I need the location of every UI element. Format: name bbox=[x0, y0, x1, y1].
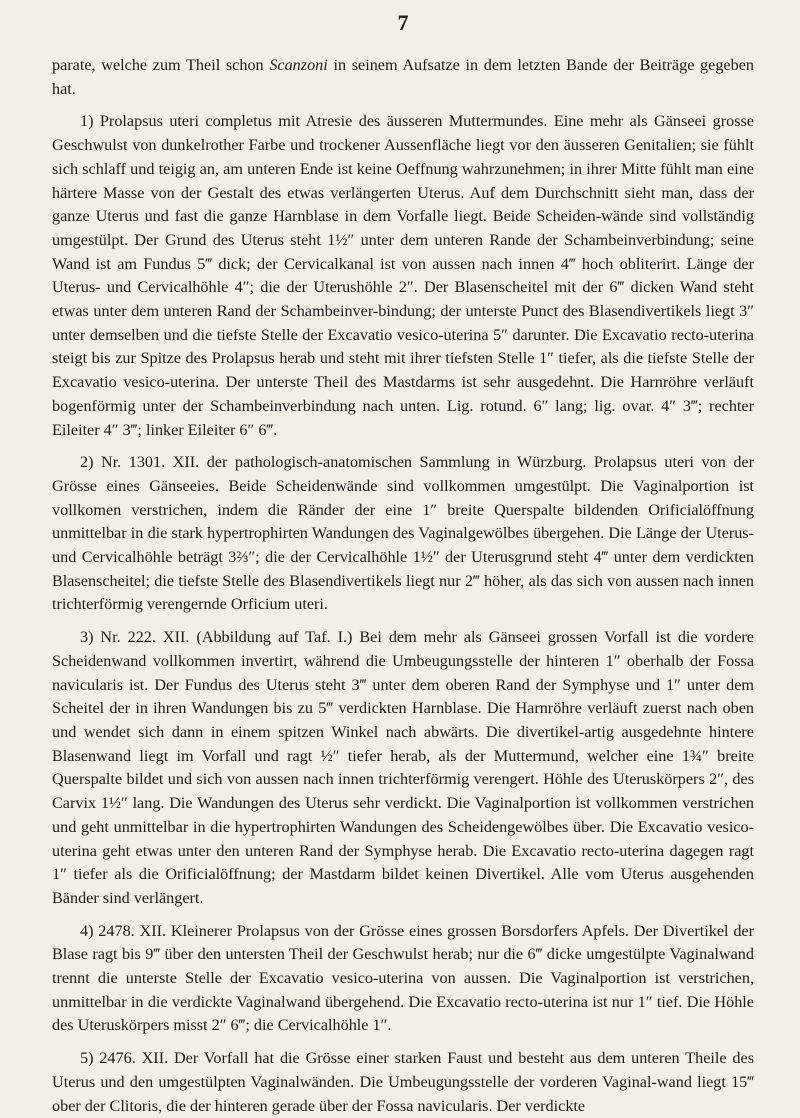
case-4-paragraph: 4) 2478. XII. Kleinerer Prolapsus von der Grösse eines grossen Borsdorfers Apfels. Der Divertikel der Blase ragt bis 9‴ über den untersten Theil der Geschwulst herab; nur die 6‴ dicke umgestülpte Vaginalwand trennt die unterste Stelle der Excavatio vesico-uterina von aussen. Die Vaginalportion ist verstrichen, unmittelbar in die verdickte Vaginalwand übergehend. Die Excavatio recto-uterina ist nur 1″ tief. Die Höhle des Uteruskörpers misst 2″ 6‴; die Cervicalhöhle 1″. bbox=[52, 921, 754, 1035]
case-5-paragraph: 5) 2476. XII. Der Vorfall hat die Grösse einer starken Faust und besteht aus dem unteren Theile des Uterus und den umgestülpten Vaginalwänden. Die Umbeugungsstelle der vorderen Vaginal-wand liegt 15‴ ober der Clitoris, die der hinteren gerade über der Fossa navicularis. Der verdickte bbox=[52, 1049, 754, 1115]
paragraph-continuation-text-start: parate, welche zum Theil schon bbox=[52, 56, 270, 74]
case-2-paragraph: 2) Nr. 1301. XII. der pathologisch-anatomischen Sammlung in Würzburg. Prolapsus uteri von der Grösse eines Gänseeies. Beide Scheidenwände sind vollkommen umgestülpt. Die Vaginalportion ist vollkomen verstrichen, indem die Ränder der eine 1″ breite Querspalte bildenden Orificialöffnung unmittelbar in die stark hypertrophirten Wandungen des Vaginalgewölbes übergehen. Die Länge der Uterus- und Cervicalhöhle beträgt 3⅔″; die der Cervicalhöhle 1½″ der Uterusgrund steht 4‴ unter dem verdickten Blasenscheitel; die tiefste Stelle des Blasendivertikels liegt nur 2‴ höher, als das sich von aussen nach innen trichterförmig verengernde Orficium uteri. bbox=[52, 453, 754, 614]
page-number: 7 bbox=[397, 10, 409, 35]
case-3-paragraph: 3) Nr. 222. XII. (Abbildung auf Taf. I.) Bei dem mehr als Gänseei grossen Vorfall ist die vordere Scheidenwand vollkommen invertirt, während die Umbeugungsstelle der hinteren 1″ oberhalb der Fossa navicularis ist. Der Fundus des Uterus steht 3‴ unter dem oberen Rand der Symphyse und 1″ unter dem Scheitel der in ihren Wandungen bis zu 5‴ verdickten Harnblase. Die Harnröhre verläuft zuerst nach oben und wendet sich dann in einem spitzen Winkel nach abwärts. Die divertikel-artig ausgedehnte hintere Blasenwand liegt im Vorfall und ragt ½″ tiefer herab, als der Muttermund, welcher eine 1¾″ breite Querspalte bildet und sich von aussen nach innen trichterförmig verengert. Höhle des Uteruskörpers 2″, des Carvix 1½″ lang. Die Wandungen des Uterus sehr verdickt. Die Vaginalportion ist vollkommen verstrichen und geht unmittelbar in die hypertrophirten Wandungen des Scheidengewölbes über. Die Excavatio vesico-uterina geht etwas unter den unteren Rand der Symphyse herab. Die Excavatio recto-uterina dagegen ragt 1″ tiefer als die Orificialöffnung; der Mastdarm bildet keinen Divertikel. Alle vom Uterus ausgehenden Bänder sind verlängert. bbox=[52, 628, 754, 907]
case-1-paragraph: 1) Prolapsus uteri completus mit Atresie des äusseren Muttermundes. Eine mehr als Gänseei grosse Geschwulst von dunkelrother Farbe und trockener Aussenfläche liegt vor den äusseren Genitalien; sie fühlt sich schlaff und teigig an, am unteren Ende ist keine Oeffnung wahrzunehmen; in ihrer Mitte fühlt man eine härtere Masse von der Gestalt des etwas verlängerten Uterus. Auf dem Durchschnitt sieht man, dass der ganze Uterus und fast die ganze Harnblase in dem Vorfalle liegt. Beide Scheiden-wände sind vollständig umgestülpt. Der Grund des Uterus steht 1½″ unter dem unteren Rande der Schambeinverbindung; seine Wand ist am Fundus 5‴ dick; der Cervicalkanal ist von aussen nach innen 4‴ hoch obliterirt. Länge der Uterus- und Cervicalhöhle 4″; die der Uterushöhle 2″. Der Blasenscheitel mit der 6‴ dicken Wand steht etwas unter dem unteren Rand der Schambeinver-bindung; der unterste Punct des Blasendivertikels liegt 3″ unter demselben und die tiefste Stelle der Excavatio vesico-uterina 5″ darunter. Die Excavatio recto-uterina steigt bis zur Spitze des Prolapsus herab und steht mit ihrer tiefsten Stelle 1″ tiefer, als die tiefste Stelle der Excavatio vesico-uterina. Der unterste Theil des Mastdarms ist sehr ausgedehnt. Die Harnröhre verläuft bogenförmig unter der Schambeinverbindung nach unten. Lig. rotund. 6″ lang; lig. ovar. 4″ 3‴; rechter Eileiter 4″ 3‴; linker Eileiter 6″ 6‴. bbox=[52, 112, 754, 439]
paragraph-continuation-text-end: in seinem Aufsatze in dem letzten Bande der Beiträge gegeben hat. bbox=[52, 56, 754, 98]
document-page bbox=[52, 8, 754, 1118]
author-name-emphasis: Scanzoni bbox=[269, 56, 328, 74]
paragraph-continuation bbox=[52, 54, 754, 101]
